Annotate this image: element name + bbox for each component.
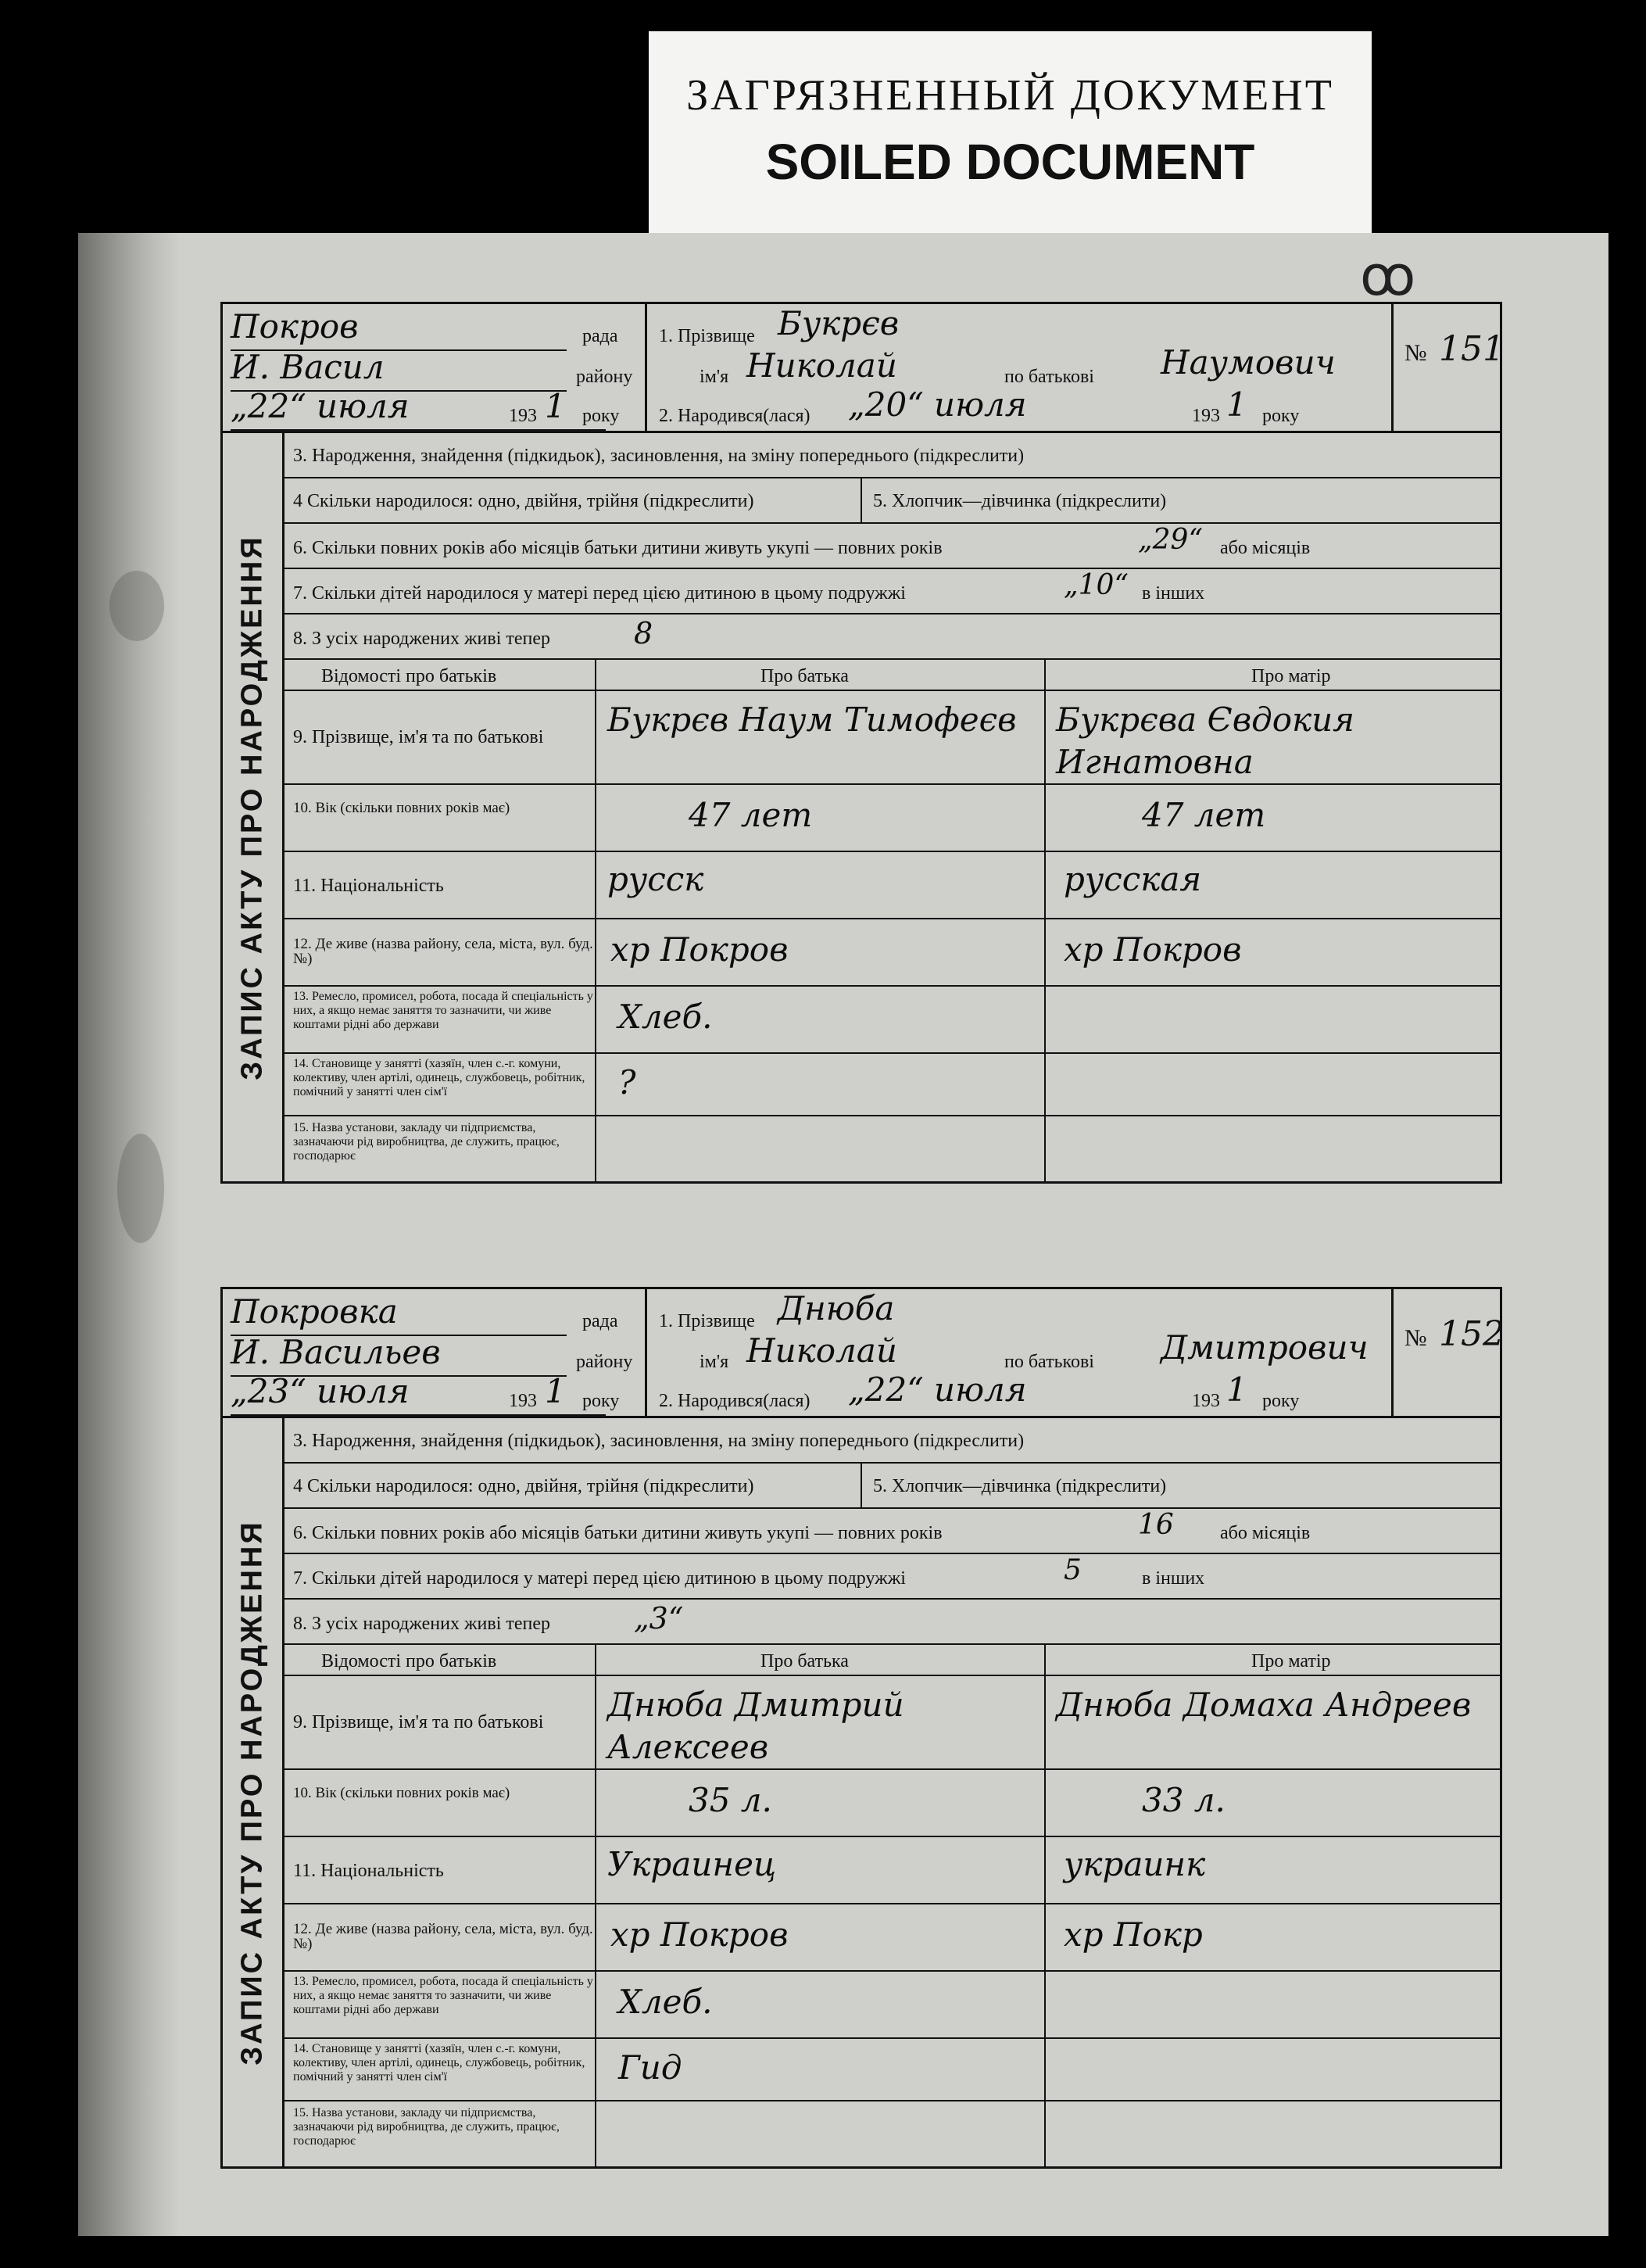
born-year-prefix: 193 (1192, 406, 1220, 426)
registry-office-block (223, 1289, 647, 1416)
row-q7 (282, 569, 1502, 614)
born-date: „22“ июля (848, 1370, 1027, 1409)
row-r15 (282, 2101, 1502, 2166)
mother-residence: хр Покр (1064, 1915, 1203, 1954)
rada-label: рада (582, 1311, 618, 1331)
r11-label: 11. Національність (293, 1861, 444, 1881)
surname-label: 1. Прізвище (659, 326, 755, 346)
q7-value: „10“ (1064, 569, 1129, 601)
born-year-digit: 1 (1226, 1370, 1247, 1409)
q6-tail: або місяців (1220, 538, 1311, 558)
surname-label: 1. Прізвище (659, 1311, 755, 1331)
q3-text: 3. Народження, знайдення (підкидьок), засиновлення, на зміну попереднього (підкреслити) (293, 1431, 1025, 1451)
born-date: „20“ июля (848, 385, 1027, 424)
record-number-block (1391, 304, 1503, 431)
born-year-suffix: року (1262, 1391, 1300, 1411)
record-body (220, 1418, 1502, 2169)
year-digit: 1 (545, 387, 566, 425)
row-q6 (282, 524, 1502, 569)
year-digit: 1 (545, 1372, 566, 1410)
born-year-suffix: року (1262, 406, 1300, 426)
born-label: 2. Народився(лася) (659, 406, 810, 426)
number-label: № (1404, 1325, 1427, 1351)
raion-label: району (576, 1352, 633, 1372)
r15-label: 15. Назва установи, закладу чи підприємства, зазначаючи рід виробництва, де служить, працює, господарює (293, 2106, 560, 2148)
father-residence: хр Покров (610, 1915, 789, 1954)
stain (109, 571, 164, 641)
record-body (220, 433, 1502, 1184)
row-r13 (282, 1972, 1502, 2039)
side-title-text: ЗАПИС АКТУ ПРО НАРОДЖЕННЯ (235, 1519, 269, 2066)
row-q3 (282, 433, 1502, 478)
q7-text: 7. Скільки дітей народилося у матері перед цією дитиною в цьому подружжі (293, 1568, 906, 1589)
row-q6 (282, 1509, 1502, 1554)
r10-label: 10. Вік (скільки повних років має) (293, 1785, 510, 1801)
q6-text: 6. Скільки повних років або місяців батьки дитини живуть укупі — повних років (293, 1523, 943, 1543)
father-residence: хр Покров (610, 930, 789, 969)
record-number: 152 (1439, 1314, 1505, 1354)
side-title-text: ЗАПИС АКТУ ПРО НАРОДЖЕННЯ (235, 534, 269, 1080)
row-parents-header (282, 1645, 1502, 1676)
row-q4-q5 (282, 1464, 1502, 1509)
row-q4-q5 (282, 478, 1502, 524)
q4-text: 4 Скільки народилося: одно, двійня, трійня (підкреслити) (293, 491, 754, 511)
father-header: Про батька (760, 1651, 849, 1671)
record-number-block (1391, 1289, 1503, 1416)
r13-label: 13. Ремесло, промисел, робота, посада й спеціальність у них, а якщо немає заняття то зазначити, чи живе коштами рідні або держави (293, 1975, 593, 2016)
patronymic-value: Наумович (1161, 343, 1336, 382)
r15-label: 15. Назва установи, закладу чи підприємства, зазначаючи рід виробництва, де служить, працює, господарює (293, 1121, 560, 1163)
record-number: 151 (1439, 329, 1505, 369)
side-title (223, 433, 284, 1181)
father-position: Гид (618, 2048, 682, 2087)
row-r12 (282, 919, 1502, 987)
father-name: Букрєв Наум Тимофеєв (607, 700, 1017, 739)
row-q3 (282, 1418, 1502, 1464)
name-label: ім'я (700, 367, 729, 387)
raion-handwriting: И. Васил (231, 348, 385, 386)
row-r14 (282, 1054, 1502, 1116)
year-prefix: 193 (509, 1391, 537, 1411)
year-suffix: року (582, 1391, 620, 1411)
mother-residence: хр Покров (1064, 930, 1242, 969)
stain (117, 1134, 164, 1243)
child-name-block (645, 304, 1391, 431)
q6-value: 16 (1138, 1509, 1174, 1541)
label-english: SOILED DOCUMENT (765, 134, 1255, 190)
rada-handwriting: Покров (231, 307, 359, 346)
q4-text: 4 Скільки народилося: одно, двійня, трійня (підкреслити) (293, 1476, 754, 1496)
surname-value: Букрєв (778, 304, 900, 342)
q6-text: 6. Скільки повних років або місяців батьки дитини живуть укупі — повних років (293, 538, 943, 558)
r13-label: 13. Ремесло, промисел, робота, посада й спеціальність у них, а якщо немає заняття то зазначити, чи живе коштами рідні або держави (293, 990, 593, 1031)
row-q8 (282, 1600, 1502, 1645)
row-parents-header (282, 660, 1502, 691)
soiled-document-label (649, 31, 1372, 242)
father-age: 35 л. (689, 1781, 772, 1819)
parents-header: Відомості про батьків (321, 666, 497, 686)
q7-value: 5 (1064, 1554, 1082, 1586)
mother-nationality: украинк (1064, 1845, 1206, 1883)
corner-mark: ꝏ (1360, 244, 1416, 308)
surname-value: Днюба (778, 1289, 895, 1327)
year-prefix: 193 (509, 406, 537, 426)
mother-age: 33 л. (1142, 1781, 1226, 1819)
name-value: Николай (746, 346, 897, 385)
r14-label: 14. Становище у занятті (хазяїн, член с.-г. комуни, колективу, член артілі, одинець, службовець, робітник, помічний у занятті член сім'ї (293, 2042, 585, 2083)
r9-label: 9. Прізвище, ім'я та по батькові (293, 1712, 544, 1732)
row-q8 (282, 614, 1502, 660)
r11-label: 11. Національність (293, 876, 444, 896)
parents-header: Відомості про батьків (321, 1651, 497, 1671)
q6-tail: або місяців (1220, 1523, 1311, 1543)
mother-name: Днюба Домаха Андреев (1056, 1686, 1472, 1724)
birth-record (220, 302, 1505, 1184)
rada-label: рада (582, 326, 618, 346)
birth-record (220, 1287, 1505, 2169)
patronymic-label: по батькові (1004, 1352, 1094, 1372)
registry-office-block (223, 304, 647, 431)
r9-label: 9. Прізвище, ім'я та по батькові (293, 727, 544, 747)
q8-value: „3“ (634, 1601, 684, 1636)
row-r10 (282, 1770, 1502, 1837)
q6-value: „29“ (1138, 524, 1203, 556)
q5-text: 5. Хлопчик—дівчинка (підкреслити) (873, 491, 1167, 511)
number-label: № (1404, 340, 1427, 366)
q8-value: 8 (634, 616, 653, 650)
q7-tail: в інших (1142, 583, 1205, 604)
father-nationality: русск (607, 860, 704, 898)
father-occupation: Хлеб. (618, 1983, 713, 2021)
registration-date: „22“ июля (231, 387, 410, 425)
row-q7 (282, 1554, 1502, 1600)
born-year-digit: 1 (1226, 385, 1247, 424)
born-label: 2. Народився(лася) (659, 1391, 810, 1411)
r10-label: 10. Вік (скільки повних років має) (293, 800, 510, 816)
row-r14 (282, 2039, 1502, 2101)
year-suffix: року (582, 406, 620, 426)
record-header (220, 302, 1505, 433)
r12-label: 12. Де живе (назва району, села, міста, вул. буд. №) (293, 1921, 593, 1952)
father-nationality: Украинец (607, 1845, 777, 1883)
q7-text: 7. Скільки дітей народилося у матері перед цією дитиною в цьому подружжі (293, 583, 906, 604)
side-title (223, 1418, 284, 2166)
father-name: Днюба Дмитрий Алексеев (607, 1686, 904, 1766)
mother-name: Букрєва Євдокия Игнатовна (1056, 700, 1354, 781)
father-occupation: Хлеб. (618, 998, 713, 1036)
mother-age: 47 лет (1142, 796, 1266, 834)
row-r13 (282, 987, 1502, 1054)
registration-date: „23“ июля (231, 1372, 410, 1410)
father-position: ? (618, 1063, 636, 1102)
row-r15 (282, 1116, 1502, 1181)
father-header: Про батька (760, 666, 849, 686)
label-russian: ЗАГРЯЗНЕННЫЙ ДОКУМЕНТ (686, 71, 1334, 120)
q5-text: 5. Хлопчик—дівчинка (підкреслити) (873, 1476, 1167, 1496)
q3-text: 3. Народження, знайдення (підкидьок), засиновлення, на зміну попереднього (підкреслити) (293, 446, 1025, 466)
mother-header: Про матір (1251, 1651, 1331, 1671)
name-value: Николай (746, 1331, 897, 1370)
raion-label: району (576, 367, 633, 387)
q8-text: 8. З усіх народжених живі тепер (293, 629, 551, 649)
born-year-prefix: 193 (1192, 1391, 1220, 1411)
row-r9 (282, 1676, 1502, 1770)
r12-label: 12. Де живе (назва району, села, міста, вул. буд. №) (293, 936, 593, 967)
q7-tail: в інших (1142, 1568, 1205, 1589)
child-name-block (645, 1289, 1391, 1416)
patronymic-label: по батькові (1004, 367, 1094, 387)
record-header (220, 1287, 1505, 1418)
name-label: ім'я (700, 1352, 729, 1372)
mother-header: Про матір (1251, 666, 1331, 686)
father-age: 47 лет (689, 796, 813, 834)
mother-nationality: русская (1064, 860, 1202, 898)
row-r11 (282, 852, 1502, 919)
raion-handwriting: И. Васильев (231, 1333, 441, 1371)
row-r9 (282, 691, 1502, 785)
patronymic-value: Дмитрович (1161, 1328, 1369, 1367)
row-r12 (282, 1904, 1502, 1972)
row-r10 (282, 785, 1502, 852)
q8-text: 8. З усіх народжених живі тепер (293, 1614, 551, 1634)
r14-label: 14. Становище у занятті (хазяїн, член с.-г. комуни, колективу, член артілі, одинець, службовець, робітник, помічний у занятті член сім'ї (293, 1057, 585, 1098)
row-r11 (282, 1837, 1502, 1904)
rada-handwriting: Покровка (231, 1292, 398, 1331)
